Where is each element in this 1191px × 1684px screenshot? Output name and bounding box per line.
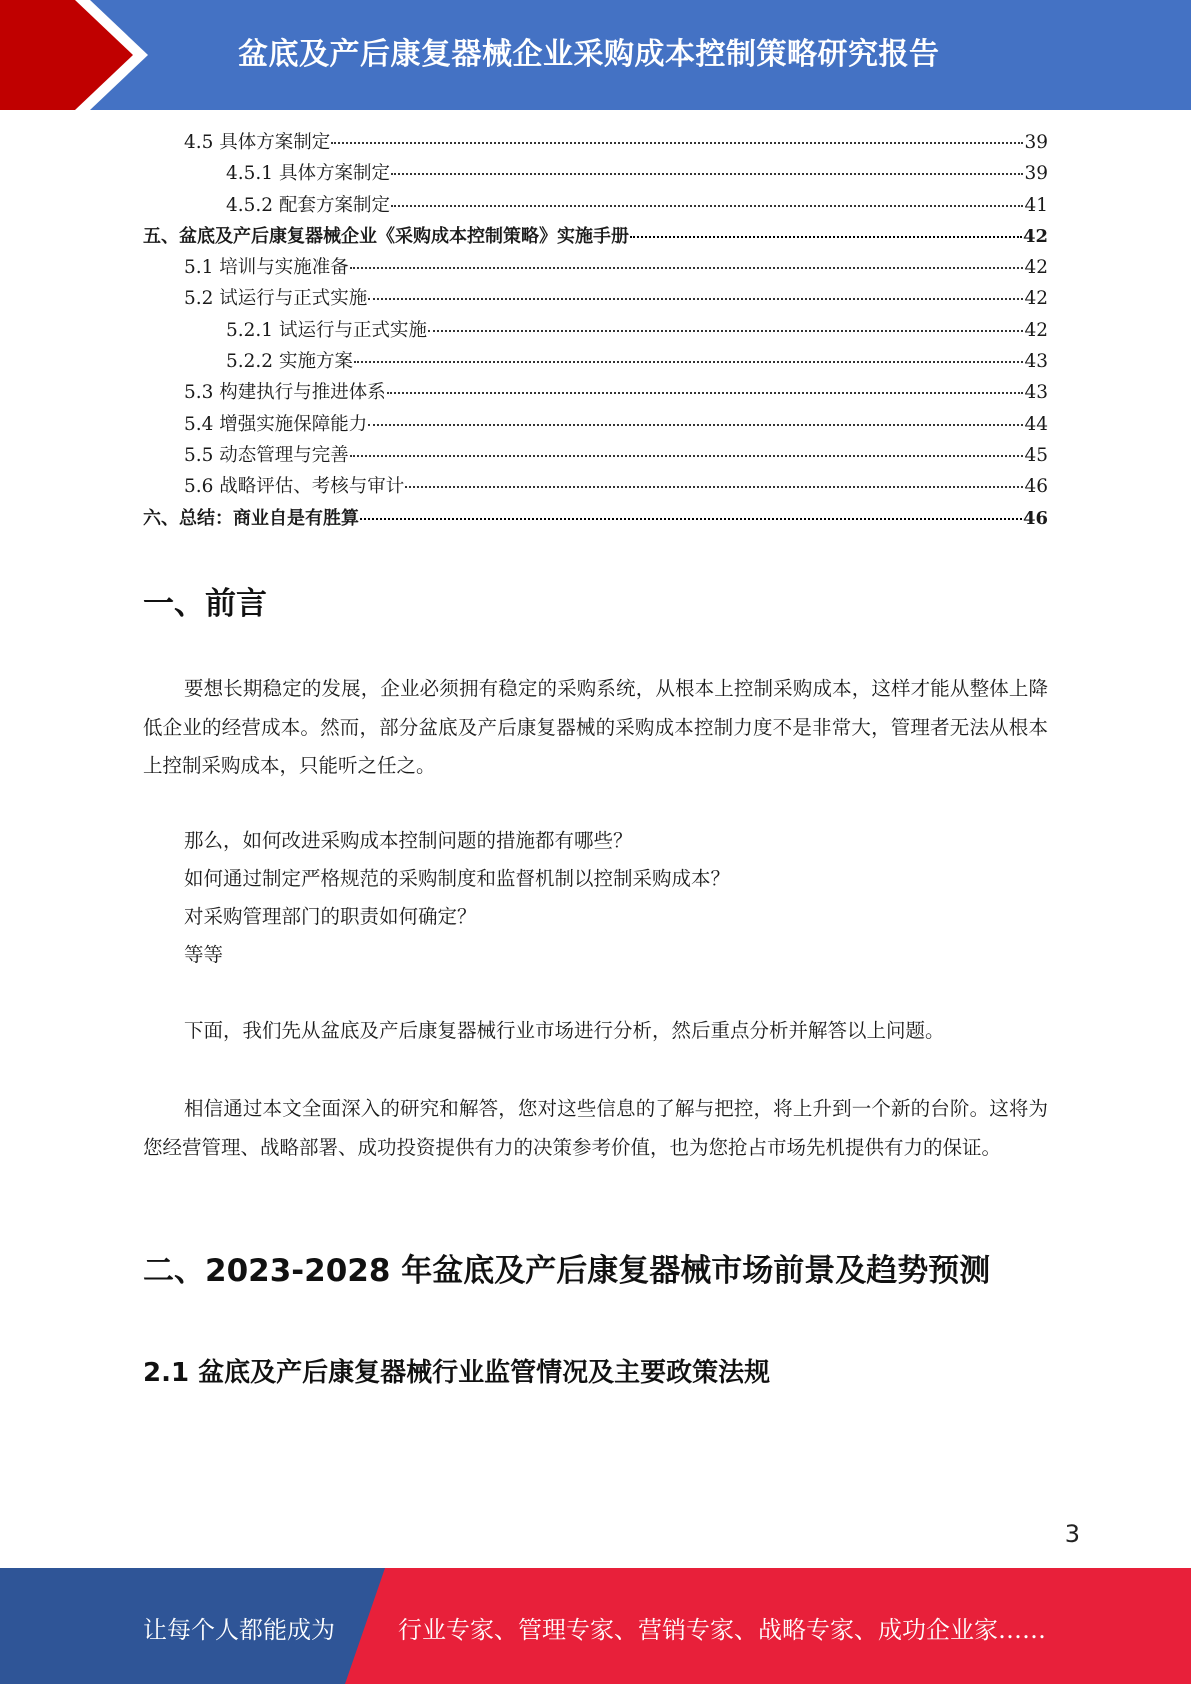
header-arrow-decoration: [0, 0, 260, 110]
toc-entry[interactable]: [143, 441, 1048, 472]
toc-entry[interactable]: [143, 159, 1048, 190]
toc-dot-leader: [391, 205, 1023, 207]
preface-paragraph-1: 要想长期稳定的发展，企业必须拥有稳定的采购系统，从根本上控制采购成本，这样才能从整体上降低企业的经营成本。然而，部分盆底及产后康复器械的采购成本控制力度不是非常大，管理者无法从根本上控制采购成本，只能听之任之。: [143, 677, 1048, 777]
toc-entry-page: 44: [1024, 413, 1048, 435]
toc-dot-leader: [350, 455, 1024, 457]
toc-entry-page: 42: [1024, 319, 1048, 341]
toc-entry[interactable]: [143, 128, 1048, 159]
section-heading-market-outlook: 二、2023-2028 年盆底及产后康复器械市场前景及趋势预测: [143, 1253, 991, 1289]
toc-entry-label: 5.4 增强实施保障能力: [184, 413, 368, 435]
toc-entry-label: 5.1 培训与实施准备: [184, 257, 349, 279]
toc-dot-leader: [368, 424, 1023, 426]
toc-entry-page: 46: [1024, 476, 1048, 498]
toc-entry[interactable]: [143, 504, 1048, 535]
page-header: [0, 0, 1191, 110]
toc-entry-page: 46: [1022, 507, 1048, 529]
question-item: 等等: [184, 943, 224, 966]
toc-entry-label: 5.6 战略评估、考核与审计: [184, 476, 405, 498]
toc-entry-label: 五、盆底及产后康复器械企业《采购成本控制策略》实施手册: [143, 225, 629, 247]
toc-entry[interactable]: [143, 191, 1048, 222]
toc-entry-page: 42: [1024, 257, 1048, 279]
toc-entry-page: 42: [1022, 225, 1048, 247]
report-title: 盆底及产后康复器械企业采购成本控制策略研究报告: [238, 37, 940, 72]
question-list: [184, 822, 1044, 974]
toc-entry[interactable]: [143, 284, 1048, 315]
toc-entry-page: 41: [1024, 194, 1048, 216]
toc-entry[interactable]: [143, 410, 1048, 441]
subsection-heading-regulation: 2.1 盆底及产后康复器械行业监管情况及主要政策法规: [143, 1358, 771, 1388]
toc-dot-leader: [391, 173, 1023, 175]
table-of-contents: [143, 128, 1048, 535]
toc-entry-label: 5.2.1 试运行与正式实施: [226, 319, 427, 341]
preface-paragraph-2: 下面，我们先从盆底及产后康复器械行业市场进行分析，然后重点分析并解答以上问题。: [184, 1019, 945, 1042]
preface-paragraph-3: 相信通过本文全面深入的研究和解答，您对这些信息的了解与把控，将上升到一个新的台阶。这将为您经营管理、战略部署、成功投资提供有力的决策参考价值，也为您抢占市场先机提供有力的保证。: [143, 1097, 1048, 1159]
toc-entry-page: 43: [1024, 351, 1048, 373]
toc-entry[interactable]: [143, 316, 1048, 347]
toc-entry-page: 39: [1024, 132, 1048, 153]
question-item: 如何通过制定严格规范的采购制度和监督机制以控制采购成本？: [184, 867, 731, 890]
toc-dot-leader: [354, 361, 1024, 363]
toc-entry[interactable]: [143, 347, 1048, 378]
toc-dot-leader: [360, 518, 1022, 520]
toc-entry-page: 45: [1024, 444, 1048, 466]
toc-entry-label: 5.5 动态管理与完善: [184, 444, 349, 466]
toc-entry[interactable]: [143, 253, 1048, 284]
toc-entry[interactable]: [143, 222, 1048, 253]
toc-dot-leader: [368, 298, 1023, 300]
toc-entry-page: 42: [1024, 288, 1048, 310]
toc-dot-leader: [387, 392, 1024, 394]
page-number: 3: [1064, 1520, 1080, 1548]
toc-entry-label: 5.2.2 实施方案: [226, 351, 353, 373]
toc-dot-leader: [428, 330, 1023, 332]
page-footer: [0, 1568, 1191, 1684]
question-item: 那么，如何改进采购成本控制问题的措施都有哪些？: [184, 829, 633, 852]
question-item: 对采购管理部门的职责如何确定？: [184, 905, 477, 928]
toc-dot-leader: [630, 236, 1022, 238]
toc-entry-label: 六、总结：商业自是有胜算: [143, 507, 359, 529]
toc-entry-label: 4.5.1 具体方案制定: [226, 163, 390, 185]
footer-slogan-right: 行业专家、管理专家、营销专家、战略专家、成功企业家……: [398, 1616, 1046, 1644]
toc-entry-label: 5.3 构建执行与推进体系: [184, 382, 386, 404]
toc-entry-label: 4.5.2 配套方案制定: [226, 194, 390, 216]
toc-entry-page: 39: [1024, 163, 1048, 185]
toc-entry[interactable]: [143, 472, 1048, 503]
toc-entry[interactable]: [143, 378, 1048, 409]
toc-entry-label: 5.2 试运行与正式实施: [184, 288, 368, 310]
toc-dot-leader: [350, 267, 1024, 269]
toc-entry-label: 4.5 具体方案制定: [184, 132, 331, 153]
footer-slogan-left: 让每个人都能成为: [143, 1616, 335, 1644]
toc-dot-leader: [331, 142, 1023, 144]
section-heading-preface: 一、前言: [143, 586, 267, 622]
toc-entry-page: 43: [1024, 382, 1048, 404]
toc-dot-leader: [405, 486, 1023, 488]
